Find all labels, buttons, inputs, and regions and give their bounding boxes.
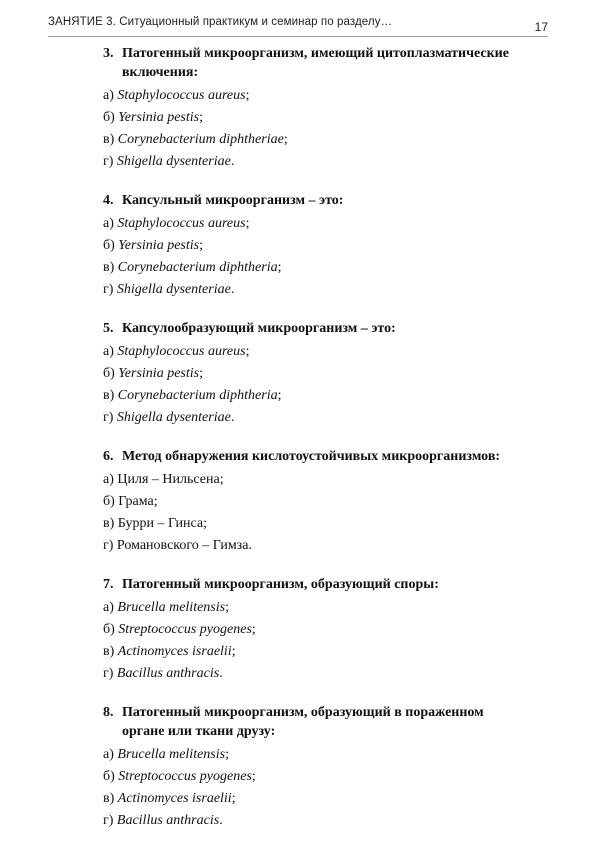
option-punctuation: ; [277,260,282,275]
option-punctuation: ; [199,110,203,125]
option-text: Staphylococcus aureus [117,88,246,103]
option-text: Циля – Нильсена; [117,472,224,487]
answer-option [103,767,523,789]
question-7 [103,575,523,686]
option-letter: б) [103,769,119,784]
question-number: 7. [103,577,114,592]
answer-option [103,745,523,767]
page-header [48,12,548,37]
option-letter: в) [103,644,118,659]
option-letter: в) [103,260,118,275]
option-text: Shigella dysenteriae [116,154,231,169]
answer-option [103,386,523,408]
option-punctuation: ; [251,769,256,784]
question-title [103,319,523,338]
option-punctuation: ; [225,600,229,615]
question-title [103,447,523,466]
question-text: Патогенный микроорганизм, образующий в пораженном органе или ткани друзу: [122,705,484,739]
question-number: 3. [103,46,114,61]
option-punctuation: ; [245,216,250,231]
option-text: Actinomyces israelii [117,644,232,659]
option-letter: а) [103,472,118,487]
option-punctuation: ; [283,132,288,147]
option-letter: а) [103,88,118,103]
question-number: 8. [103,705,114,720]
option-letter: г) [103,410,117,425]
option-punctuation: ; [231,791,236,806]
option-letter: г) [103,813,117,828]
question-3 [103,44,523,174]
option-text: Shigella dysenteriae [116,410,231,425]
answer-option [103,152,523,174]
option-text: Bacillus anthracis [116,813,220,828]
option-text: Bacillus anthracis [116,666,220,681]
option-letter: г) [103,154,117,169]
answer-option [103,280,523,302]
option-letter: в) [103,516,118,531]
option-text: Yersinia pestis [118,238,200,253]
option-text: Brucella melitensis [117,747,226,762]
question-number: 4. [103,193,114,208]
option-letter: в) [103,132,118,147]
option-text: Streptococcus pyogenes [118,622,252,637]
option-text: Yersinia pestis [118,366,200,381]
option-punctuation: . [230,410,235,425]
question-list [103,44,523,850]
question-6 [103,447,523,558]
answer-option [103,620,523,642]
option-text: Actinomyces israelii [117,791,232,806]
option-letter: б) [103,366,119,381]
answer-option [103,258,523,280]
option-punctuation: ; [231,644,236,659]
option-text: Brucella melitensis [117,600,226,615]
option-text: Corynebacterium diphtheriae [117,132,284,147]
answer-option [103,514,523,536]
option-punctuation: ; [245,344,250,359]
option-text: Shigella dysenteriae [116,282,231,297]
option-punctuation: ; [277,388,282,403]
answer-option [103,108,523,130]
option-punctuation: ; [245,88,250,103]
option-punctuation: ; [225,747,229,762]
running-header-title: ЗАНЯТИЕ 3. Ситуационный практикум и семинар по разделу… [48,16,393,28]
option-letter: а) [103,600,118,615]
option-punctuation: ; [199,366,203,381]
question-title [103,575,523,594]
answer-option [103,536,523,558]
option-punctuation: . [230,154,235,169]
answer-option [103,642,523,664]
question-4 [103,191,523,302]
question-text: Метод обнаружения кислотоустойчивых микроорганизмов: [122,449,501,464]
question-text: Капсулообразующий микроорганизм – это: [122,321,396,336]
option-letter: б) [103,238,119,253]
question-text: Капсульный микроорганизм – это: [122,193,344,208]
option-text: Staphylococcus aureus [117,216,246,231]
answer-option [103,598,523,620]
option-text: Corynebacterium diphtheria [117,260,278,275]
option-text: Streptococcus pyogenes [118,769,252,784]
answer-option [103,470,523,492]
option-letter: б) [103,494,119,509]
option-text: Staphylococcus aureus [117,344,246,359]
question-title [103,44,523,82]
question-8 [103,703,523,833]
option-text: Романовского – Гимза. [116,538,252,553]
answer-option [103,86,523,108]
option-letter: г) [103,538,117,553]
question-title [103,191,523,210]
answer-option [103,789,523,811]
question-number: 6. [103,449,114,464]
option-letter: в) [103,388,118,403]
answer-option [103,811,523,833]
option-punctuation: ; [251,622,256,637]
answer-option [103,492,523,514]
option-punctuation: . [219,666,223,681]
answer-option [103,236,523,258]
option-letter: а) [103,344,118,359]
question-text: Патогенный микроорганизм, образующий споры: [122,577,439,592]
question-5 [103,319,523,430]
option-letter: а) [103,216,118,231]
question-text: Патогенный микроорганизм, имеющий цитоплазматические включения: [122,46,509,80]
option-text: Yersinia pestis [118,110,200,125]
option-letter: б) [103,110,119,125]
question-number: 5. [103,321,114,336]
option-letter: б) [103,622,119,637]
answer-option [103,130,523,152]
answer-option [103,342,523,364]
question-title [103,703,523,741]
answer-option [103,408,523,430]
option-punctuation: . [219,813,223,828]
option-text: Грама; [118,494,158,509]
option-punctuation: . [230,282,235,297]
option-punctuation: ; [199,238,203,253]
option-letter: а) [103,747,118,762]
option-letter: в) [103,791,118,806]
option-letter: г) [103,282,117,297]
page-number: 17 [534,20,548,34]
option-text: Бурри – Гинса; [117,516,207,531]
answer-option [103,664,523,686]
answer-option [103,364,523,386]
option-letter: г) [103,666,117,681]
answer-option [103,214,523,236]
option-text: Corynebacterium diphtheria [117,388,278,403]
